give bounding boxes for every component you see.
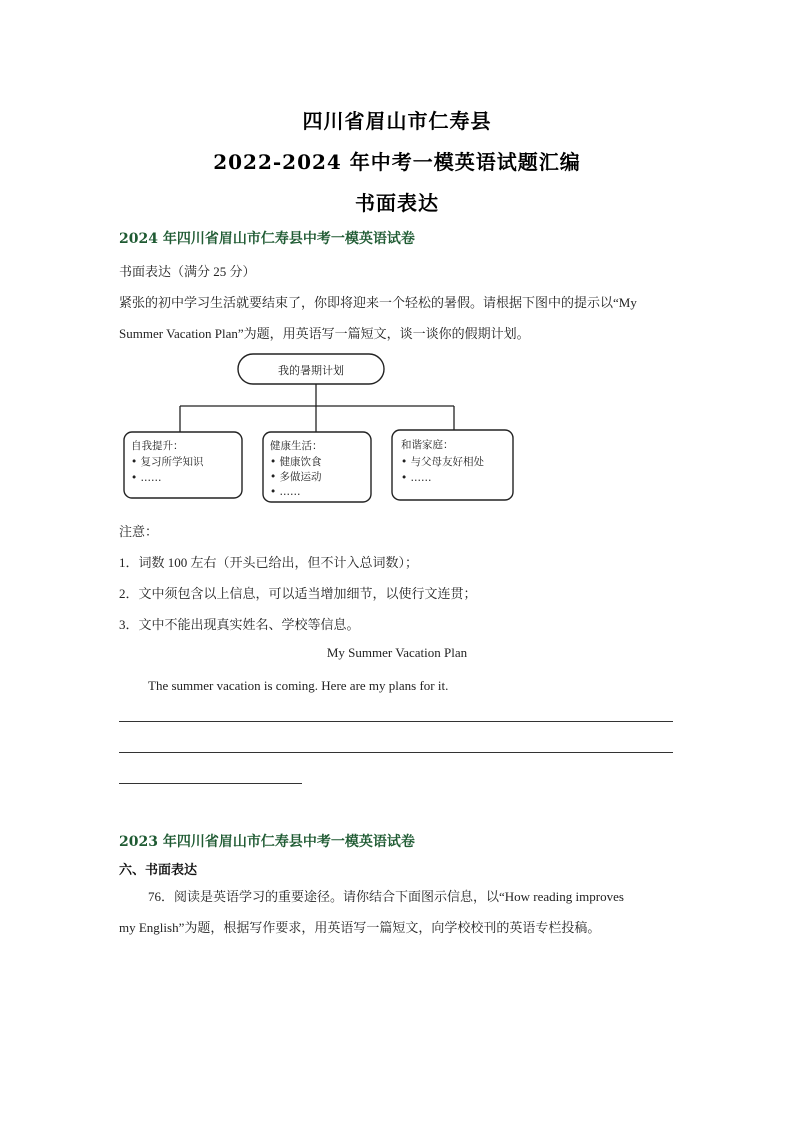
doc-title-line3: 书面表达 <box>355 191 439 215</box>
box3-item-1: • 与父母友好相处 <box>401 456 485 468</box>
part-label: 六、书面表达 <box>119 862 198 877</box>
prompt-line-2: Summer Vacation Plan”为题，用英语写一篇短文，谈一谈你的假期计划。 <box>119 326 530 341</box>
essay-opening: The summer vacation is coming. Here are my plans for it. <box>148 678 449 693</box>
essay-title: My Summer Vacation Plan <box>326 645 468 660</box>
diagram-root-label: 我的暑期计划 <box>278 364 344 377</box>
box1-item-2: • …… <box>131 472 162 484</box>
box2-item-2: • 多做运动 <box>270 471 322 483</box>
note-3: 3．文中不能出现真实姓名、学校等信息。 <box>119 617 360 632</box>
section-heading-2024: 2024 年四川省眉山市仁寿县中考一模英语试卷 <box>119 231 415 247</box>
box2-item-1: • 健康饮食 <box>270 456 322 468</box>
answer-line-2 <box>119 752 673 753</box>
task-label: 书面表达（满分 25 分） <box>119 264 256 279</box>
prompt-line-1: 紧张的初中学习生活就要结束了，你即将迎来一个轻松的暑假。请根据下图中的提示以“My <box>119 295 637 310</box>
notes-label: 注意： <box>119 524 159 539</box>
prompt-2023-line-1: 76．阅读是英语学习的重要途径。请你结合下面图示信息，以“How reading improves <box>148 889 624 904</box>
box3-title: 和谐家庭： <box>401 439 454 451</box>
vacation-plan-diagram <box>117 348 527 508</box>
box2-title: 健康生活： <box>270 440 323 452</box>
section-heading-2023: 2023 年四川省眉山市仁寿县中考一模英语试卷 <box>119 834 415 850</box>
prompt-2023-line-2: my English”为题，根据写作要求，用英语写一篇短文，向学校校刊的英语专栏投稿。 <box>119 920 601 935</box>
box3-item-2: • …… <box>401 472 432 484</box>
doc-title-line2: 2022-2024 年中考一模英语试题汇编 <box>213 150 581 174</box>
note-2: 2．文中须包含以上信息，可以适当增加细节，以使行文连贯； <box>119 586 477 601</box>
answer-line-3 <box>119 783 302 784</box>
doc-title-line1: 四川省眉山市仁寿县 <box>302 109 492 133</box>
box2-item-3: • …… <box>270 486 301 498</box>
answer-line-1 <box>119 721 673 722</box>
note-1: 1．词数 100 左右（开头已给出，但不计入总词数）； <box>119 555 419 570</box>
box1-item-1: • 复习所学知识 <box>131 456 204 468</box>
box1-title: 自我提升： <box>131 440 184 452</box>
